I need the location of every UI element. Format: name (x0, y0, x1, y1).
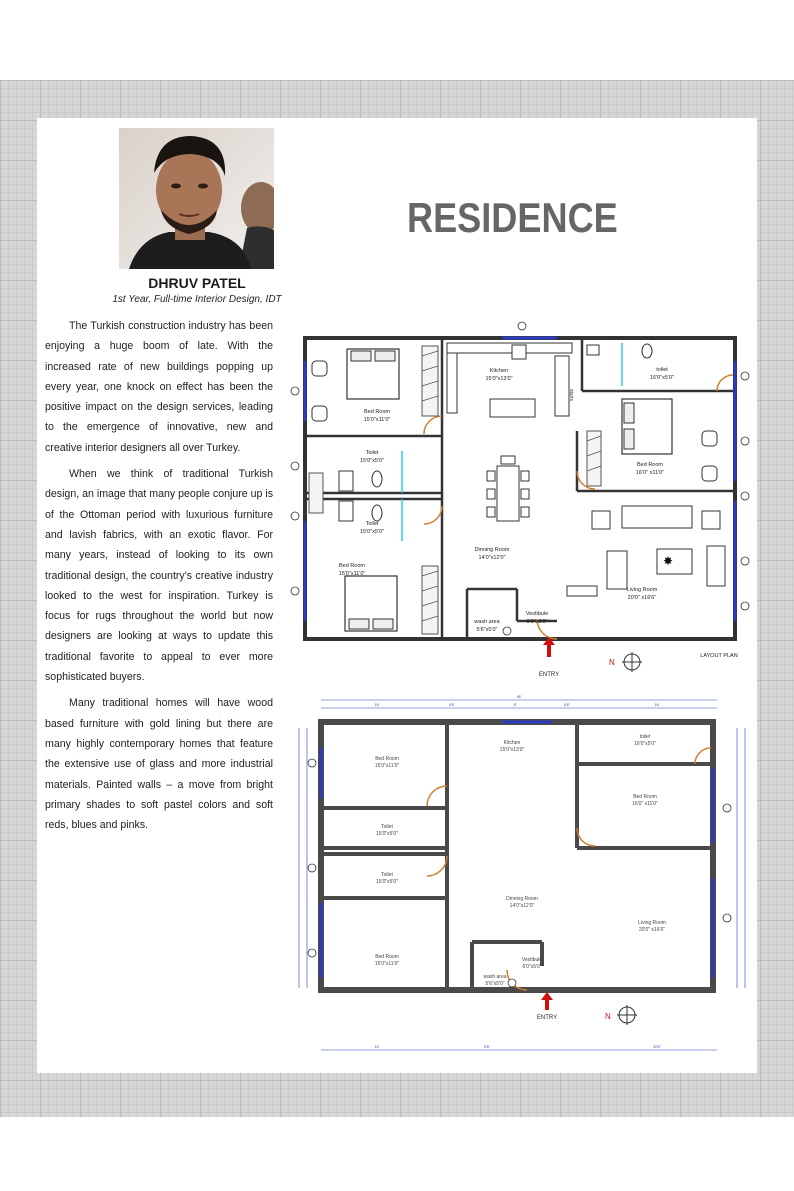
svg-text:15'0"x5'0" (360, 529, 384, 535)
paragraph-2: When we think of traditional Turkish design, an image that many people conjure up is of the Ottoman period with luxurious furniture and lavish fabrics, with an exotic flavor. For many years, instead of looking to its own traditional design, the country's creative industry looked to the west for inspiration. Turkey is focus for rugs throughout the world but now designers are looking at ways to update this traditional favorite to appeal to ever more sophisticated buyers. (45, 468, 273, 684)
bed-right-dim: 16'0" x11'0" (635, 470, 665, 476)
north-compass-icon (622, 652, 642, 672)
vestibule-dim: 6'0"x5'0" (526, 619, 548, 625)
toilet-right-dim: 16'0"x5'0" (649, 375, 675, 381)
dim-entry-arrow-icon (541, 992, 553, 1010)
svg-text:Kitchen (490, 368, 508, 374)
svg-text:Toilet (381, 872, 393, 878)
dining-name: Dinning Room (474, 547, 510, 553)
entry-label: ENTRY (538, 672, 560, 678)
dim-living-name: Living Room (638, 920, 666, 926)
dim-toilet2-name: Toilet (381, 872, 393, 878)
svg-text:toilet (640, 734, 651, 740)
page-title: RESIDENCE (407, 194, 618, 241)
toilet1-dim: 15'0"x5'0" (359, 458, 385, 464)
svg-text:Toilet (366, 450, 379, 456)
dim-toilet1-dim: 15'0"x5'0" (376, 831, 398, 837)
svg-text:20'0" x16'6" (628, 595, 657, 601)
svg-text:45': 45' (516, 695, 522, 699)
dimension-plan (287, 688, 757, 1060)
svg-text:15': 15' (374, 1045, 380, 1049)
svg-text:15'0"x11'0" (339, 571, 366, 577)
living-name: Living Room (626, 587, 658, 593)
svg-text:5'6"x5'0" (477, 627, 498, 633)
svg-text:14'0"x12'0" (510, 903, 535, 909)
article-body (45, 316, 273, 841)
svg-text:4'6": 4'6" (449, 703, 455, 707)
dining-dim: 14'0"x12'0" (478, 555, 506, 561)
dim-north-label: N (605, 1012, 611, 1021)
layout-plan (287, 321, 757, 681)
svg-text:Vestibule (522, 957, 543, 963)
bed2-dim: 15'0"x11'0" (338, 571, 366, 577)
north-label: N (609, 658, 615, 667)
svg-text:Bed Room (375, 756, 399, 762)
svg-text:15'0"x11'0" (364, 417, 391, 423)
dim-wash-name: wash area (483, 974, 507, 980)
dim-dining-name: Dinning Room (506, 896, 538, 902)
svg-text:Toilet (381, 824, 393, 830)
dim-vestibule-dim: 6'0"x5'0" (522, 964, 542, 970)
svg-text:Bed Room (364, 409, 390, 415)
svg-text:Vestibule (526, 611, 548, 617)
svg-text:Bed Room (637, 462, 663, 468)
svg-text:16'0" x11'0" (632, 801, 658, 807)
page-sheet (37, 118, 757, 1073)
vestibule-name: Vestibule (525, 611, 549, 617)
dim-toilet-right-name: toilet (639, 734, 651, 740)
svg-text:Living Room (638, 920, 666, 926)
toilet-right-name: toilet (656, 367, 668, 373)
svg-text:Living Room (627, 587, 658, 593)
svg-text:5'6": 5'6" (484, 1045, 490, 1049)
dim-bed2-dim: 15'0"x11'0" (374, 961, 400, 967)
svg-text:14'0"x12'0" (478, 555, 505, 561)
dim-wash-dim: 5'6"x5'0" (485, 981, 505, 987)
toilet2-dim: 15'0"x5'0" (359, 529, 385, 535)
dim-vestibule-name: Vestibule (521, 957, 543, 963)
svg-text:8': 8' (513, 703, 517, 707)
svg-text:15'0"x13'0" (500, 747, 525, 753)
author-photo (119, 128, 274, 269)
kitchen-name: Kitchen (489, 368, 509, 374)
kitchen-dim: 15'0"x13'0" (485, 376, 513, 382)
dim-north-compass-icon (617, 1005, 637, 1025)
dim-dining-dim: 14'0"x12'0" (509, 903, 535, 909)
svg-text:15': 15' (374, 703, 380, 707)
svg-text:15'0"x5'0" (376, 831, 398, 837)
svg-text:wash area (483, 974, 506, 980)
dim-toilet1-name: Toilet (381, 824, 393, 830)
svg-text:15'0"x5'0" (376, 879, 398, 885)
author-name: DHRUV PATEL (148, 275, 246, 291)
svg-text:Bed Room (375, 954, 399, 960)
svg-text:Dinning Room (506, 896, 538, 902)
dim-toilet2-dim: 15'0"x5'0" (376, 879, 398, 885)
svg-text:16'0"x5'0" (650, 375, 674, 381)
svg-text:Toilet (366, 521, 379, 527)
svg-text:15'0"x13'0" (485, 376, 512, 382)
svg-text:6'0"x5'0" (527, 619, 548, 625)
stair-label: stairs (568, 389, 574, 401)
svg-text:Bed Room (633, 794, 657, 800)
svg-text:15'0"x5'0" (360, 458, 384, 464)
svg-text:✸: ✸ (662, 554, 674, 568)
dim-toilet-right-dim: 16'0"x5'0" (634, 741, 656, 747)
svg-text:Kitchen (504, 740, 521, 746)
svg-text:5'6": 5'6" (564, 703, 570, 707)
toilet2-name: Toilet (365, 521, 379, 527)
svg-text:15'0"x11'0" (375, 961, 399, 967)
dim-bed1-name: Bed Room (375, 756, 399, 762)
bed-right-name: Bed Room (637, 462, 663, 468)
svg-text:Dinning Room (475, 547, 510, 553)
dim-kitchen-name: Kitchen (503, 740, 521, 746)
dim-bed1-dim: 15'0"x11'0" (374, 763, 400, 769)
svg-text:16'0"x5'0" (634, 741, 656, 747)
svg-text:toilet (656, 367, 668, 373)
svg-text:20'0" x16'6" (639, 927, 665, 933)
wash-dim: 5'6"x5'0" (476, 627, 498, 633)
svg-text:wash area (473, 619, 500, 625)
bed1-dim: 15'0"x11'0" (363, 417, 391, 423)
dim-entry-label: ENTRY (536, 1015, 558, 1021)
bed1-name: Bed Room (364, 409, 390, 415)
svg-text:22'6": 22'6" (653, 1045, 661, 1049)
svg-text:15'0"x11'0" (375, 763, 399, 769)
living-dim: 20'0" x16'6" (627, 595, 657, 601)
svg-text:Bed Room (339, 563, 365, 569)
wash-name: wash area (474, 619, 500, 625)
dim-kitchen-dim: 15'0"x13'0" (499, 747, 525, 753)
toilet1-name: Toilet (365, 450, 379, 456)
svg-text:16': 16' (654, 703, 660, 707)
dim-bed-right-name: Bed Room (633, 794, 657, 800)
dim-bed2-name: Bed Room (375, 954, 399, 960)
author-role: 1st Year, Full-time Interior Design, IDT (112, 294, 282, 305)
paragraph-3: Many traditional homes will have wood based furniture with gold lining but there are many highly contemporary homes that feature the extensive use of glass and more industrial materials. Painted walls – a move from bright primary shades to soft pastel colors and soft reds, blues and pinks. (45, 697, 273, 832)
svg-text:6'0"x5'0" (522, 964, 541, 970)
bed2-name: Bed Room (339, 563, 365, 569)
paragraph-1: The Turkish construction industry has been enjoying a huge boom of late. With the increased rate of new buildings popping up every year, one knock on effect has been the positive impact on the design services, leading to the emergence of innovative, new and creative interior designers all over Turkey. (45, 320, 273, 454)
dim-living-dim: 20'0" x16'6" (638, 927, 666, 933)
svg-text:16'0" x11'0" (636, 470, 664, 476)
layout-plan-caption: LAYOUT PLAN (700, 653, 738, 659)
dim-bed-right-dim: 16'0" x11'0" (632, 801, 658, 807)
svg-text:5'6"x5'0" (485, 981, 504, 987)
